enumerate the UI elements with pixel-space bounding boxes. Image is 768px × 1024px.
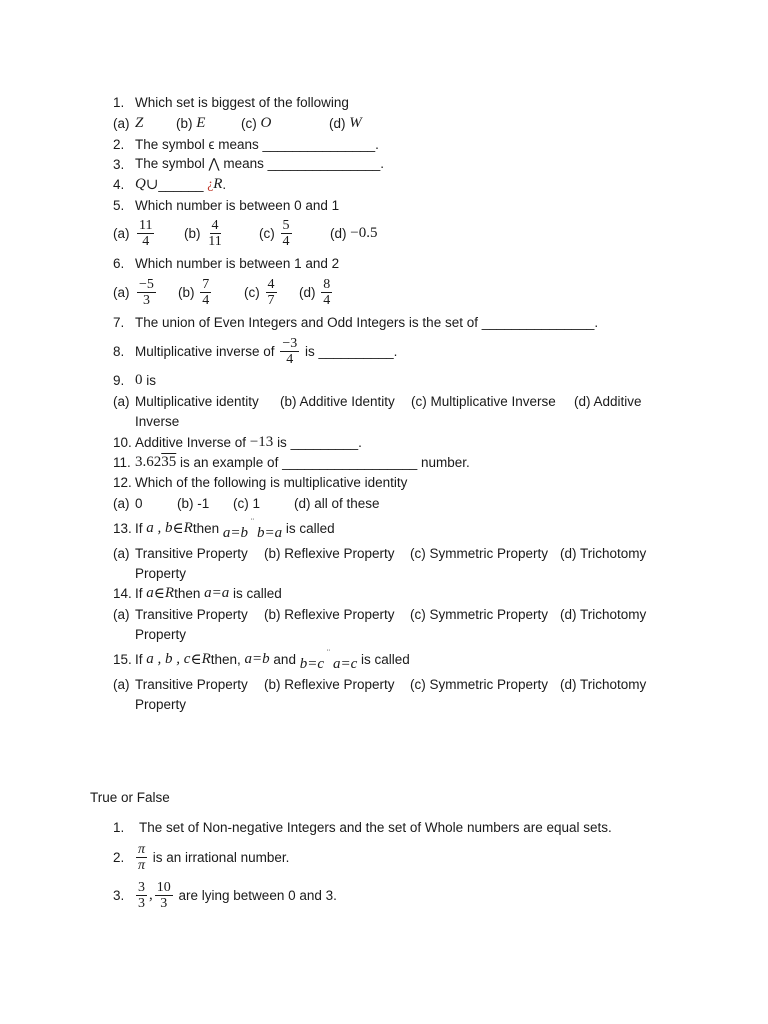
question-9-options [0,391,768,411]
option-c: (c) 1 [233,495,260,511]
question-number: 14. [113,585,132,601]
option-a-label: (a) [113,284,130,300]
question-6-options [0,275,768,309]
item-number: 3. [113,887,125,903]
question-15-options [0,674,768,694]
option-d-continued: Property [135,565,187,581]
option-d-continued: Inverse [135,413,180,429]
question-text: Which number is between 0 and 1 [135,197,340,213]
question-number: 11. [113,454,131,470]
option-a: Transitive Property [135,676,248,692]
option-a-label: (a) [113,393,130,409]
option-b: (b) Reflexive Property [264,545,395,561]
question-number: 4. [113,176,125,192]
option-d: (d) $\frac{8}{4}$ [299,276,331,308]
option-d-continued: Property [135,696,187,712]
option-a-label: (a) [113,495,130,511]
option-c: (c) $\frac{4}{7}$ [244,276,275,308]
item-number: 2. [113,849,125,865]
question-text: Which of the following is multiplicative identity [135,474,408,490]
question-12-options [0,493,768,513]
item-text: The set of Non-negative Integers and the set of Whole numbers are equal sets. [139,819,612,835]
option-a-label: (a) [113,545,130,561]
question-text: The symbol ⋀ means _______________. [135,156,384,171]
option-b: (b) -1 [177,495,210,511]
question-number: 10. [113,434,132,450]
question-number: 13. [113,520,132,536]
option-d-continued: Property [135,626,187,642]
option-b: (b) Reflexive Property [264,606,395,622]
option-c: (c) $\frac{5}{4}$ [259,217,290,249]
option-a: Multiplicative identity [135,393,259,409]
option-d: (d) Trichotomy [560,606,647,622]
question-text: Additive Inverse of −13 is _________. [135,433,362,450]
option-d: (d) all of these [294,495,380,511]
item-text: $\frac{\pi}{\pi}$ is an irrational number. [138,841,290,873]
option-d: (d) Additive [574,393,642,409]
option-a: Z [135,114,144,131]
question-number: 7. [113,314,125,330]
option-a: $\frac{-5}{3}$ [139,276,154,308]
option-b: (b) Reflexive Property [264,676,395,692]
section-heading: True or False [90,789,170,805]
option-a-label: (a) [113,676,130,692]
option-d: (d) Trichotomy [560,676,647,692]
question-number: 12. [113,474,132,490]
question-text: Q ∪ ______ ¿ R . [135,175,227,193]
option-a-label: (a) [113,115,130,131]
question-text: Which set is biggest of the following [135,94,349,110]
question-text: 0 is [135,371,157,388]
option-b: (b) $\frac{7}{4}$ [178,276,210,308]
item-number: 1. [113,819,125,835]
option-a: $\frac{11}{4}$ [139,217,153,249]
option-a: Transitive Property [135,545,248,561]
option-c: (c) O [241,114,272,131]
question-text: If a , b , c ∈ R then, a=b and b=c ¨ a=c is called [135,648,410,672]
option-d: (d) −0.5 [330,224,378,241]
option-b: (b) Additive Identity [280,393,395,409]
question-number: 5. [113,197,125,213]
question-14-options [0,604,768,624]
question-number: 3. [113,156,125,172]
question-text: The symbol ϵ means _______________. [135,136,379,152]
question-1-options [0,113,768,133]
option-b: (b) E [176,114,206,131]
item-text: $\frac{3}{3}$ , $\frac{10}{3}$ are lying between 0 and 3. [138,879,337,911]
question-text: Multiplicative inverse of $\frac{-3}{4}$ is __________. [135,335,398,367]
question-number: 15. [113,651,132,667]
option-a: Transitive Property [135,606,248,622]
question-text: 3.62 35 is an example of __________________ number. [135,453,470,470]
option-c: (c) Symmetric Property [410,676,549,692]
question-5-options [0,216,768,250]
option-c: (c) Multiplicative Inverse [411,393,556,409]
option-c: (c) Symmetric Property [410,545,549,561]
question-number: 1. [113,94,125,110]
option-a-label: (a) [113,606,130,622]
option-d: (d) W [329,114,362,131]
option-a: 0 [135,495,143,511]
question-number: 8. [113,343,125,359]
question-13-options [0,543,768,563]
question-text: If a , b ∈ R then a=b ¨ b=a is called [135,517,335,541]
question-text: The union of Even Integers and Odd Integers is the set of _______________. [135,314,599,330]
question-text: Which number is between 1 and 2 [135,255,340,271]
question-number: 6. [113,255,125,271]
question-number: 9. [113,372,125,388]
option-d: (d) Trichotomy [560,545,647,561]
option-a-label: (a) [113,225,130,241]
option-c: (c) Symmetric Property [410,606,549,622]
question-text: If a ∈ R then a=a is called [135,584,282,602]
option-b: (b) $\frac{4}{11}$ [184,217,222,249]
question-number: 2. [113,136,125,152]
